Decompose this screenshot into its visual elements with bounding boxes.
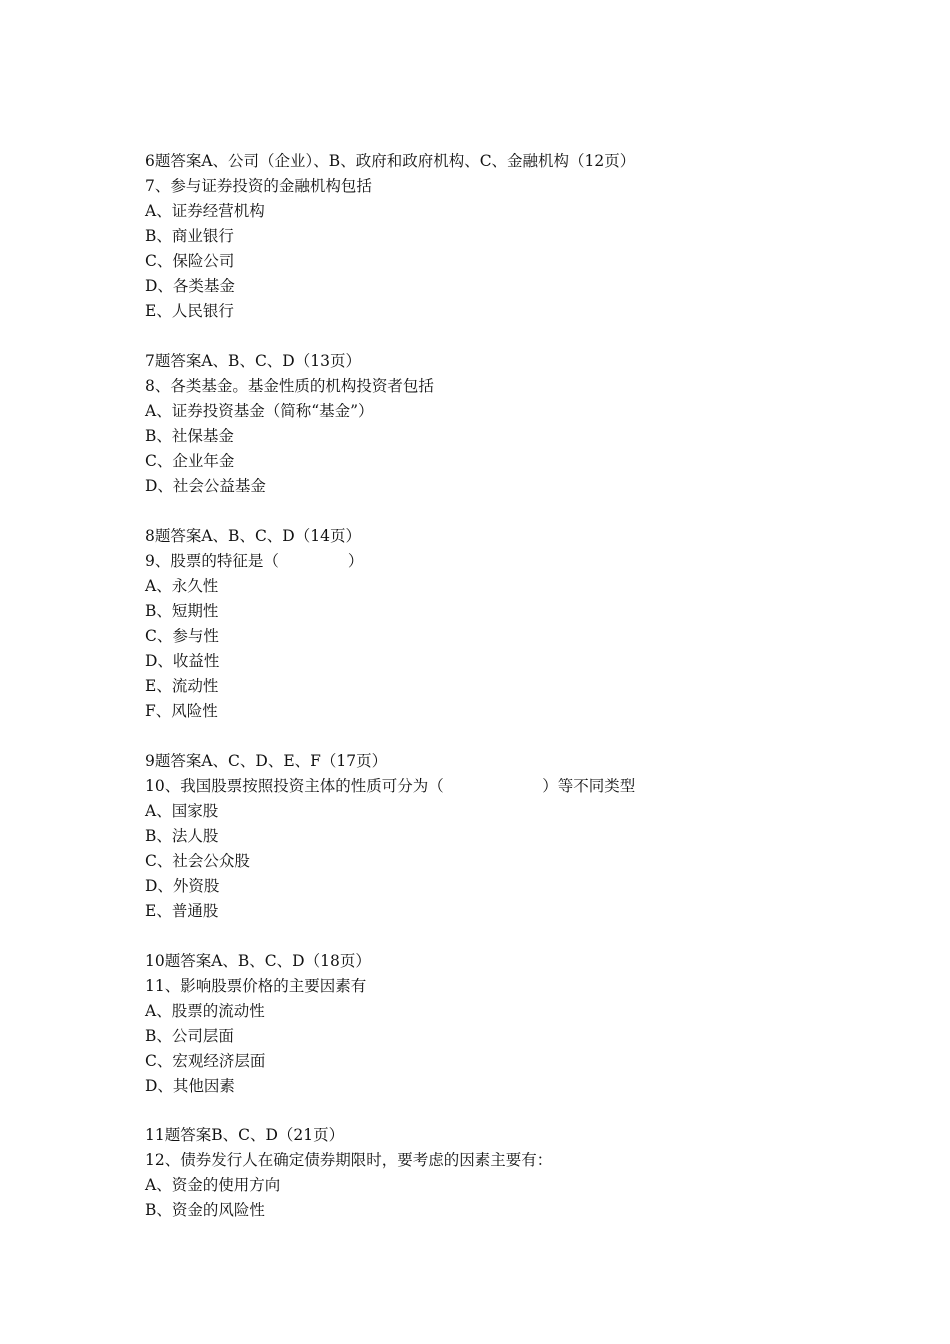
answer-11: 11题答案B、C、D（21页） xyxy=(145,1126,345,1144)
question-7-option-b: B、商业银行 xyxy=(145,227,234,245)
blank-line xyxy=(145,1099,845,1123)
question-12-option-b: B、资金的风险性 xyxy=(145,1201,265,1219)
question-10-option-a: A、国家股 xyxy=(145,802,219,820)
question-7-option-e: E、人民银行 xyxy=(145,302,234,320)
question-11-option-a: A、股票的流动性 xyxy=(145,1002,265,1020)
question-9-option-a: A、永久性 xyxy=(145,577,219,595)
question-10-option-c: C、社会公众股 xyxy=(145,852,250,870)
question-9-option-b: B、短期性 xyxy=(145,602,219,620)
question-7-option-c: C、保险公司 xyxy=(145,252,235,270)
answer-7: 7题答案A、B、C、D（13页） xyxy=(145,352,361,370)
answer-8: 8题答案A、B、C、D（14页） xyxy=(145,527,361,545)
question-11: 11、影响股票价格的主要因素有 xyxy=(145,977,367,995)
answer-6: 6题答案A、公司（企业）、B、政府和政府机构、C、金融机构（12页） xyxy=(145,152,636,170)
question-7-option-d: D、各类基金 xyxy=(145,277,235,295)
question-10-option-d: D、外资股 xyxy=(145,877,220,895)
question-11-option-c: C、宏观经济层面 xyxy=(145,1052,266,1070)
question-10: 10、我国股票按照投资主体的性质可分为（ ）等不同类型 xyxy=(145,777,636,795)
document-body xyxy=(145,149,845,1223)
question-10-option-b: B、法人股 xyxy=(145,827,219,845)
question-11-option-d: D、其他因素 xyxy=(145,1077,235,1095)
blank-line xyxy=(145,924,845,949)
answer-10: 10题答案A、B、C、D（18页） xyxy=(145,952,371,970)
question-9-option-d: D、收益性 xyxy=(145,652,220,670)
question-8: 8、各类基金。基金性质的机构投资者包括 xyxy=(145,377,434,395)
question-8-option-a: A、证券投资基金（简称“基金”） xyxy=(145,402,374,420)
question-9: 9、股票的特征是（ ） xyxy=(145,552,364,570)
blank-line xyxy=(145,324,845,349)
question-12: 12、债券发行人在确定债券期限时，要考虑的因素主要有： xyxy=(145,1151,553,1169)
blank-line xyxy=(145,499,845,524)
question-8-option-c: C、企业年金 xyxy=(145,452,235,470)
question-9-option-e: E、流动性 xyxy=(145,677,219,695)
blank-line xyxy=(145,724,845,749)
question-8-option-b: B、社保基金 xyxy=(145,427,234,445)
question-11-option-b: B、公司层面 xyxy=(145,1027,234,1045)
question-10-option-e: E、普通股 xyxy=(145,902,219,920)
answer-9: 9题答案A、C、D、E、F（17页） xyxy=(145,752,388,770)
question-7-option-a: A、证券经营机构 xyxy=(145,202,265,220)
question-8-option-d: D、社会公益基金 xyxy=(145,477,266,495)
question-9-option-f: F、风险性 xyxy=(145,702,218,720)
question-9-option-c: C、参与性 xyxy=(145,627,219,645)
question-7: 7、参与证券投资的金融机构包括 xyxy=(145,177,372,195)
question-12-option-a: A、资金的使用方向 xyxy=(145,1176,281,1194)
